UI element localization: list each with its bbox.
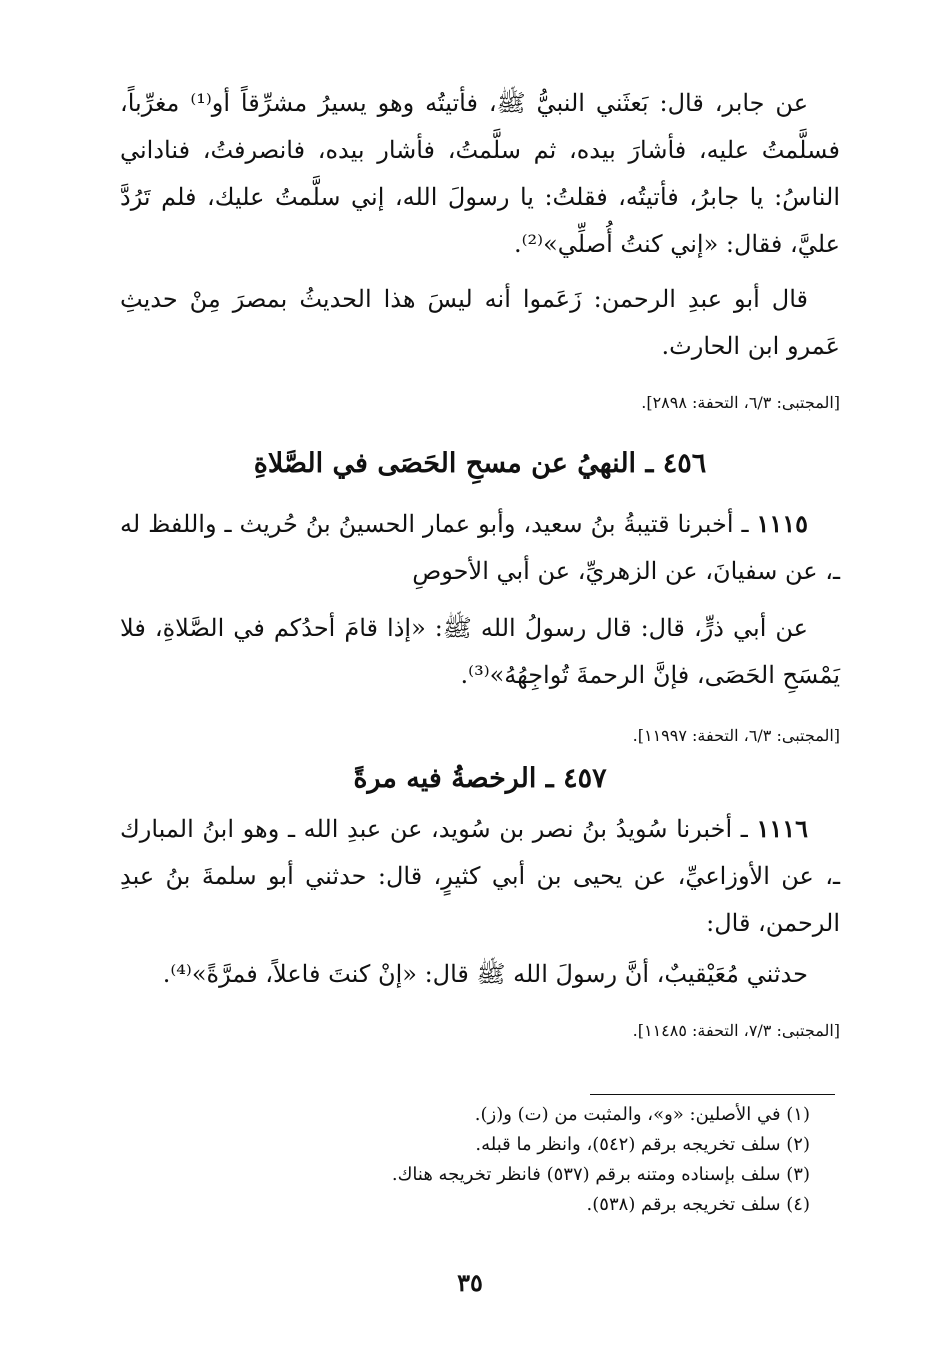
footnotes — [300, 1100, 810, 1220]
hadith-isnad-1115 — [120, 500, 840, 595]
reference-citation: [المجتبى: ٦/٣، التحفة: ٢٨٩٨]. — [641, 393, 840, 412]
hadith-number: ١١١٦ — [756, 814, 808, 843]
reference-citation: [المجتبى: ٦/٣، التحفة: ١١٩٩٧]. — [632, 726, 840, 745]
hadith-matn-1115: عن أبي ذرٍّ، قال: قال رسولُ الله ﷺ: «إذا قامَ أحدُكم في الصَّلاةِ، فلا يَمْسَحِ الحَصَى، فإنَّ الرحمةَ تُواجِهُهُ»⁽³⁾. — [120, 614, 840, 689]
reference-citation: [المجتبى: ٧/٣، التحفة: ١١٤٨٥]. — [632, 1021, 840, 1040]
chapter-heading-456: ٤٥٦ ـ النهيُ عن مسحِ الحَصَى في الصَّلاةِ — [253, 448, 707, 479]
footnote-item: (٣) سلف بإسناده ومتنه برقم (٥٣٧) فانظر تخريجه هناك. — [391, 1164, 810, 1185]
chapter-heading-457: ٤٥٧ ـ الرخصةُ فيه مرةً — [353, 763, 607, 794]
page-body — [120, 80, 840, 1042]
hadith-number: ١١١٥ — [756, 509, 808, 538]
footnote-item: (٤) سلف تخريجه برقم (٥٣٨). — [586, 1194, 810, 1215]
hadith-text-jabir: عن جابر، قال: بَعثَني النبيُّ ﷺ، فأتيتُه وهو يسيرُ مشرِّقاً أو⁽¹⁾ مغرِّباً، فسلَّمتُ عليه، فأشارَ بيده، ثم سلَّمتُ، فأشار بيده، فانصرفتُ، فناداني الناسُ: يا جابرُ، فأتيتُه، فقلتُ: يا رسولَ الله، إني سلَّمتُ عليك، فلم تَرُدَّ عليَّ، فقال: «إني كنتُ أُصلِّي»⁽²⁾. — [120, 89, 840, 258]
hadith-matn-1116: حدثني مُعَيْقيبٌ، أنَّ رسولَ الله ﷺ قال: «إنْ كنتَ فاعلاً، فمرَّةً»⁽⁴⁾. — [162, 960, 808, 988]
footnote-item: (١) في الأصلين: «و»، والمثبت من (ت) و(ز). — [474, 1104, 810, 1125]
footnote-item: (٢) سلف تخريجه برقم (٥٤٢)، وانظر ما قبله. — [475, 1134, 810, 1155]
isnad-text: ـ أخبرنا سُويدُ بنُ نصر بن سُويد، عن عبدِ الله ـ وهو ابنُ المبارك ـ، عن الأوزاعيِّ، عن يحيى بن أبي كثيرٍ، قال: حدثني أبو سلمةَ بنُ عبدِ الرحمن، قال: — [120, 815, 841, 937]
commentary-paragraph: قال أبو عبدِ الرحمن: زَعَموا أنه ليسَ هذا الحديثُ بمصرَ مِنْ حديثِ عَمرو ابن الحارث. — [120, 285, 840, 360]
footnote-divider — [590, 1094, 835, 1095]
hadith-isnad-1116 — [120, 805, 840, 947]
page-number: ٣٥ — [457, 1268, 483, 1297]
isnad-text: ـ أخبرنا قتيبةُ بنُ سعيد، وأبو عمار الحسينُ بنُ حُريث ـ واللفظ له ـ، عن سفيانَ، عن الزهريِّ، عن أبي الأحوصِ — [120, 510, 840, 585]
